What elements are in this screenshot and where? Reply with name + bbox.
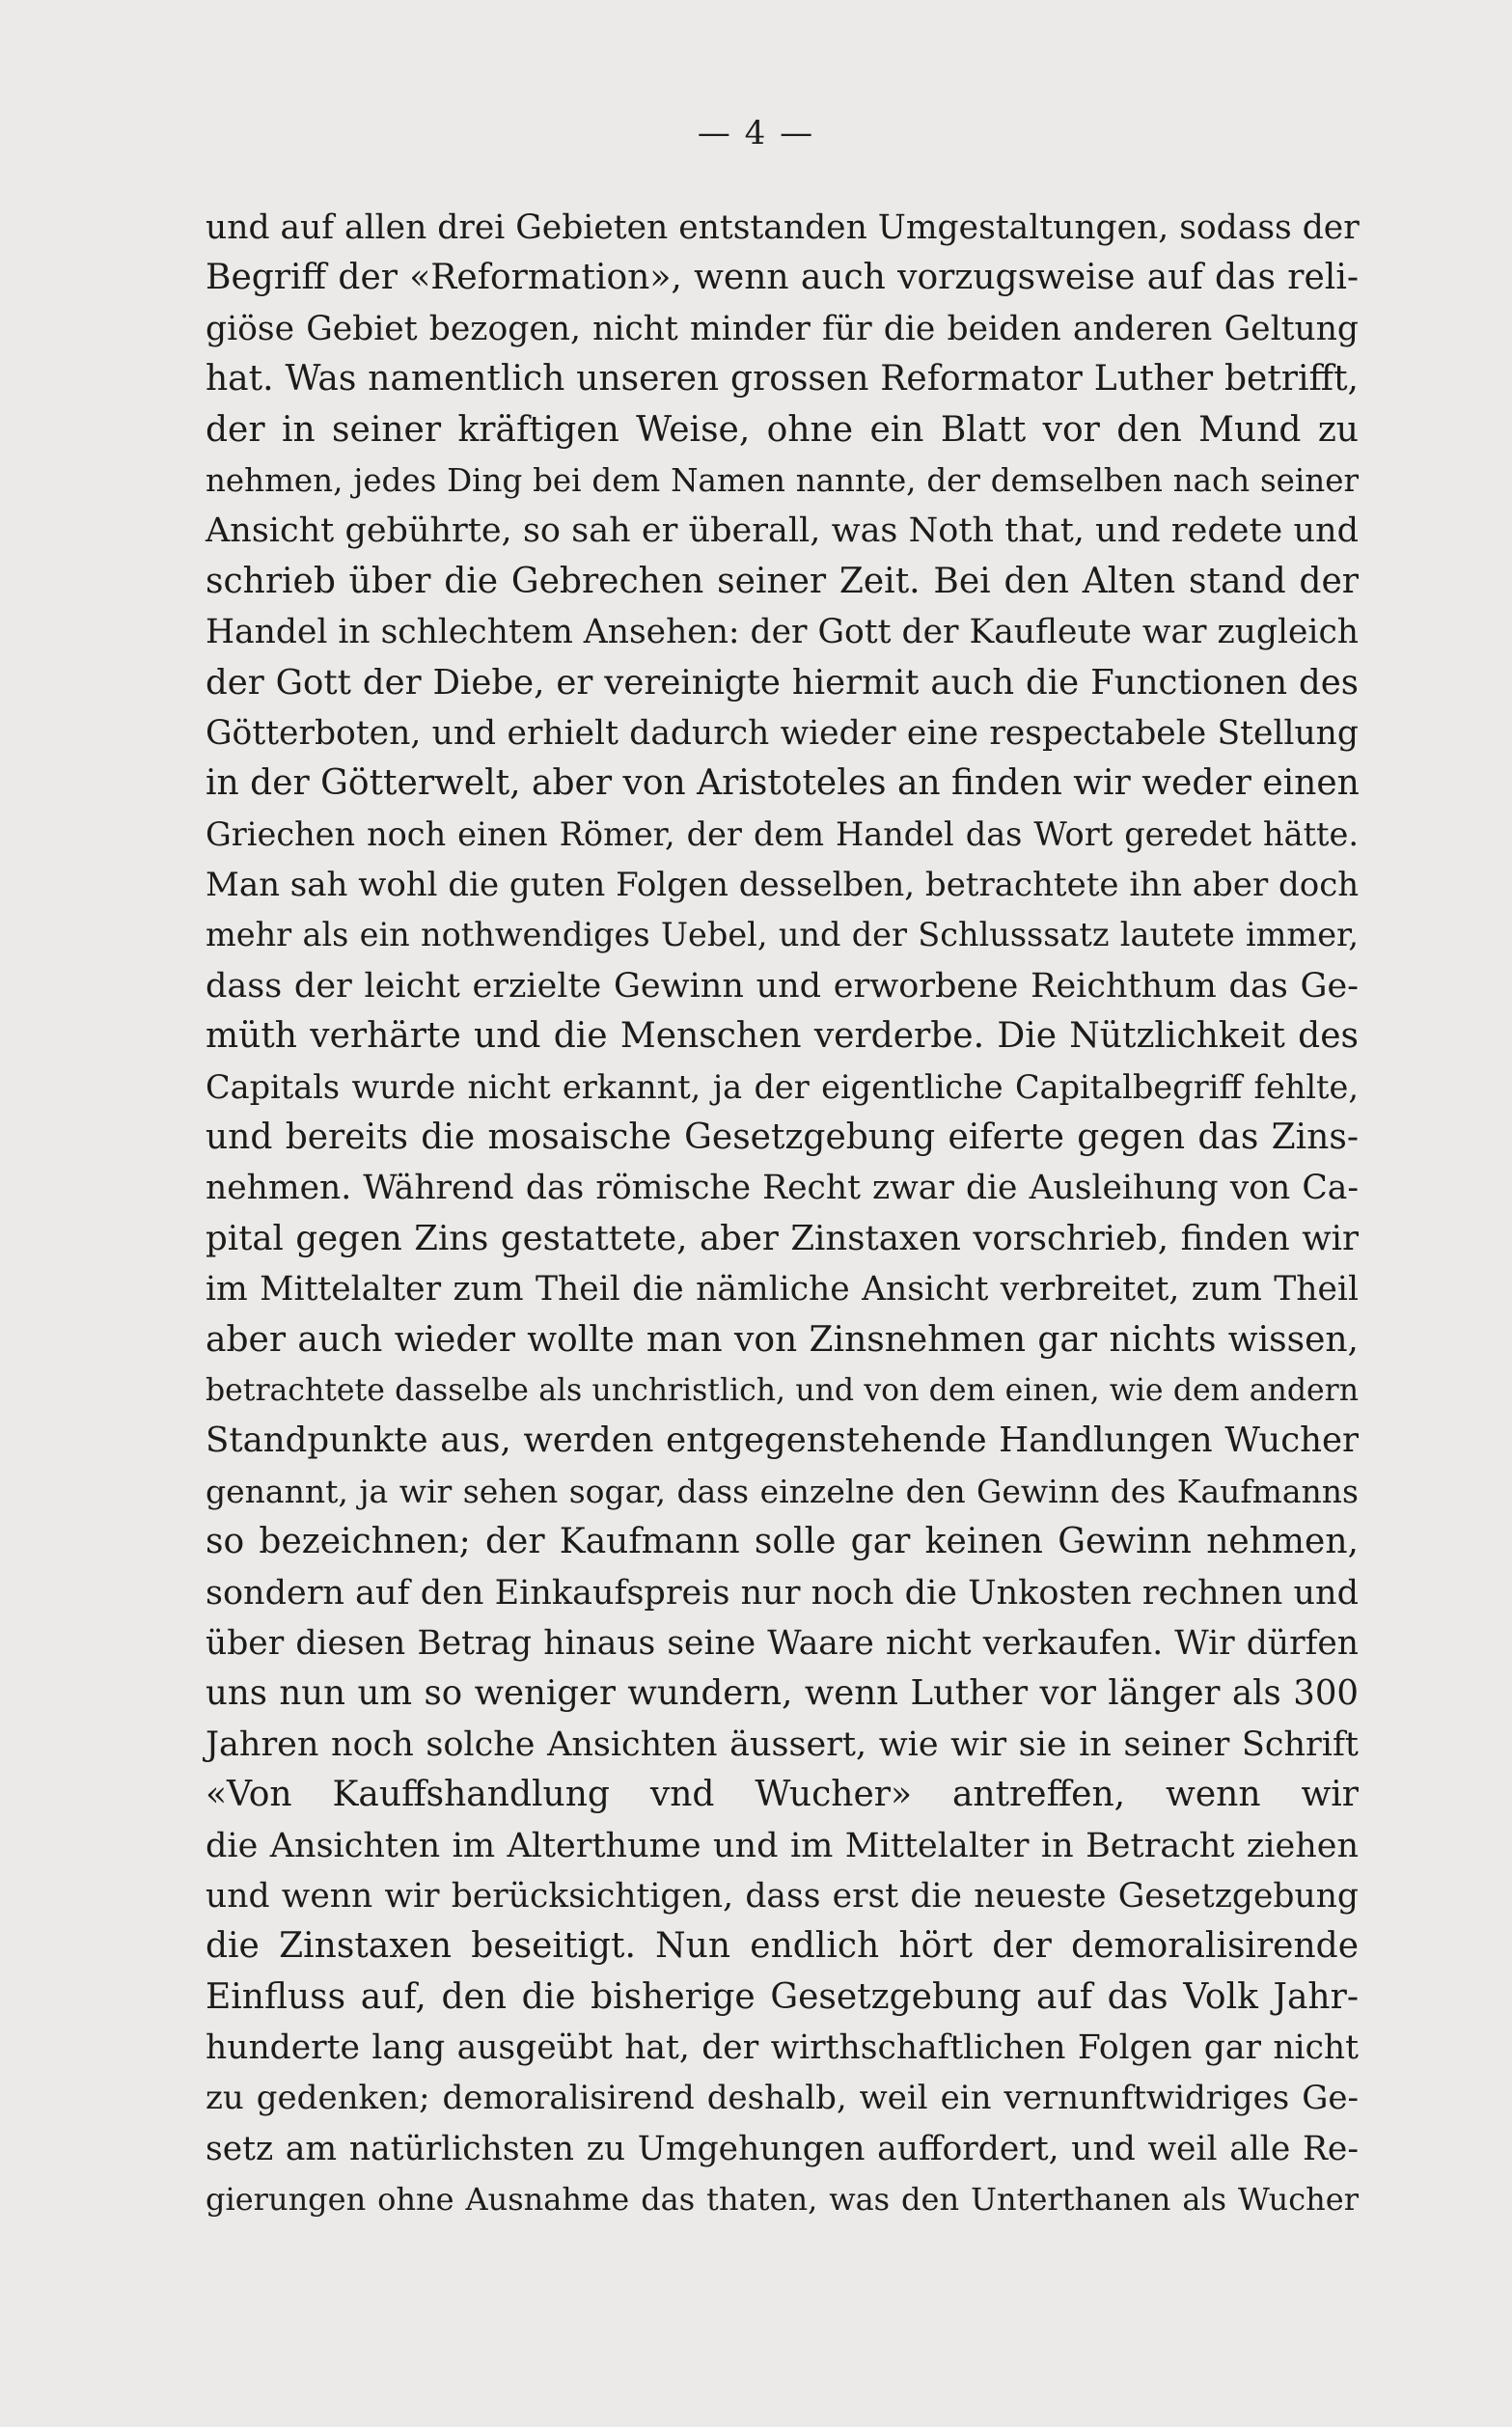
text-line: «Von Kauffshandlung vnd Wucher» antreffen, wenn wir [206,1775,1359,1815]
text-line: dass der leicht erzielte Gewinn und erworbene Reichthum das Ge- [206,966,1359,1006]
text-line: uns nun um so weniger wundern, wenn Luther vor länger als 300 [206,1673,1359,1714]
text-line: und wenn wir berücksichtigen, dass erst die neueste Gesetzgebung [206,1876,1359,1916]
text-line: sondern auf den Einkaufspreis nur noch die Unkosten rechnen und [206,1573,1359,1613]
text-line: Begriff der «Reformation», wenn auch vorzugsweise auf das reli- [206,258,1359,298]
text-line: setz am natürlichsten zu Umgehungen auffordert, und weil alle Re- [206,2129,1359,2168]
text-line: Ansicht gebührte, so sah er überall, was Noth that, und redete und [206,511,1359,551]
page-number: — 4 — [697,114,815,152]
text-line: giöse Gebiet bezogen, nicht minder für die beiden anderen Geltung [206,309,1359,348]
text-line: Capitals wurde nicht erkannt, ja der eigentliche Capitalbegriff fehlte, [206,1067,1359,1106]
text-line: genannt, ja wir sehen sogar, dass einzelne den Gewinn des Kaufmanns [206,1472,1359,1510]
text-line: zu gedenken; demoralisirend deshalb, weil ein vernunftwidriges Ge- [206,2079,1359,2118]
text-line: pital gegen Zins gestattete, aber Zinstaxen vorschrieb, finden wir [206,1218,1359,1258]
text-line: Man sah wohl die guten Folgen desselben, betrachtete ihn aber doch [206,866,1360,905]
text-line: und bereits die mosaische Gesetzgebung eiferte gegen das Zins- [206,1117,1359,1158]
text-line: so bezeichnen; der Kaufmann solle gar keinen Gewinn nehmen, [206,1522,1359,1562]
text-line: der in seiner kräftigen Weise, ohne ein Blatt vor den Mund zu [206,409,1359,450]
text-line: Götterboten, und erhielt dadurch wieder eine respectabele Stellung [206,713,1359,753]
text-line: über diesen Betrag hinaus seine Waare nicht verkaufen. Wir dürfen [206,1623,1359,1663]
text-line: aber auch wieder wollte man von Zinsnehmen gar nichts wissen, [206,1319,1359,1360]
body-text [206,203,1359,2225]
text-line: gierungen ohne Ausnahme das thaten, was den Unterthanen als Wucher [206,2181,1359,2219]
text-line: die Zinstaxen beseitigt. Nun endlich hört der demoralisirende [206,1926,1359,1967]
text-line: nehmen, jedes Ding bei dem Namen nannte, der demselben nach seiner [206,461,1359,499]
text-line: hat. Was namentlich unseren grossen Reformator Luther betrifft, [206,359,1359,400]
text-line: Einfluss auf, den die bisherige Gesetzgebung auf das Volk Jahr- [206,1976,1359,2017]
text-line: schrieb über die Gebrechen seiner Zeit. Bei den Alten stand der [206,561,1359,601]
text-line: Griechen noch einen Römer, der dem Handel das Wort geredet hätte. [206,814,1359,853]
text-line: Jahren noch solche Ansichten äussert, wie wir sie in seiner Schrift [206,1724,1359,1764]
text-line: und auf allen drei Gebieten entstanden Umgestaltungen, sodass der [206,208,1360,247]
text-line: der Gott der Diebe, er vereinigte hiermit auch die Functionen des [206,662,1359,703]
text-line: die Ansichten im Alterthume und im Mittelalter in Betracht ziehen [206,1826,1359,1865]
text-line: müth verhärte und die Menschen verderbe. Die Nützlichkeit des [206,1016,1359,1057]
text-line: betrachtete dasselbe als unchristlich, und von dem einen, wie dem andern [206,1372,1359,1408]
text-line: im Mittelalter zum Theil die nämliche Ansicht verbreitet, zum Theil [206,1270,1359,1310]
text-line: hunderte lang ausgeübt hat, der wirthschaftlichen Folgen gar nicht [206,2028,1359,2068]
text-line: Standpunkte aus, werden entgegenstehende Handlungen Wucher [206,1420,1359,1461]
text-line: nehmen. Während das römische Recht zwar die Ausleihung von Ca- [206,1169,1359,1208]
text-line: mehr als ein nothwendiges Uebel, und der Schlusssatz lautete immer, [206,916,1359,954]
text-line: Handel in schlechtem Ansehen: der Gott der Kaufleute war zugleich [206,613,1359,652]
text-line: in der Götterwelt, aber von Aristoteles an finden wir weder einen [206,763,1360,804]
